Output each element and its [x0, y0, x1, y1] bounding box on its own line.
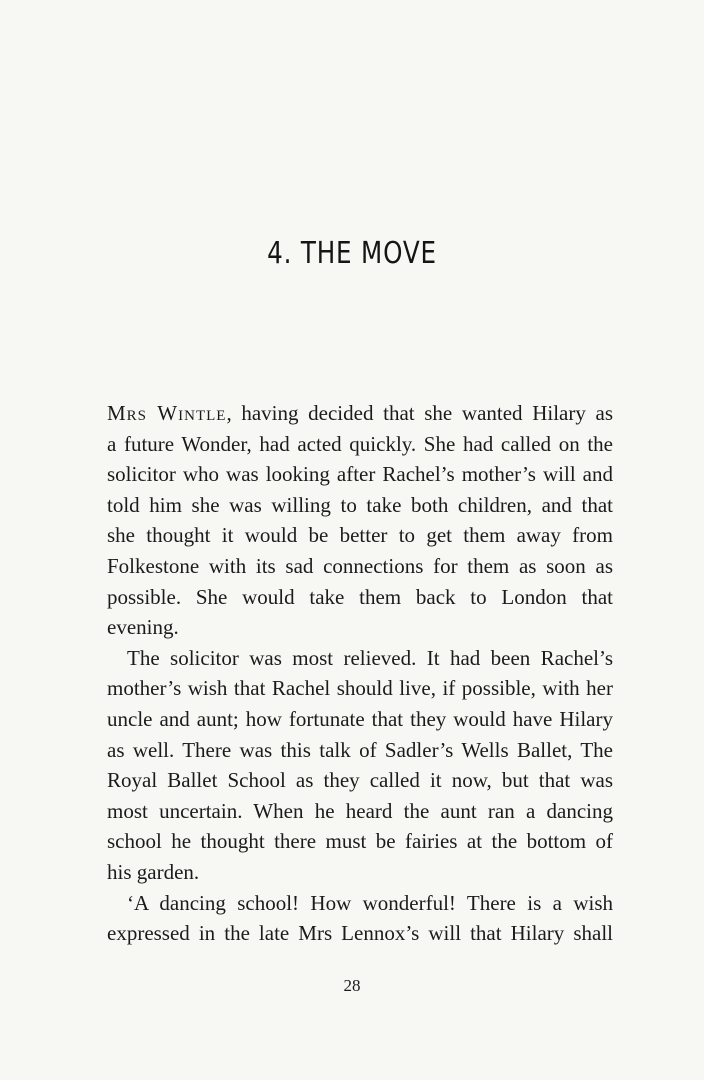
text-line: most uncertain. When he heard the aunt ran a dancing — [107, 798, 613, 823]
text-line: solicitor who was looking after Rachel’s mother’s will and — [107, 462, 613, 487]
text-line: Folkestone with its sad connections for them as soon as — [107, 553, 613, 578]
text-line-content: , having decided that she wanted Hilary as — [226, 401, 613, 425]
chapter-body — [107, 398, 613, 949]
text-line: The solicitor was most relieved. It had been Rachel’s — [127, 645, 613, 670]
text-line: a future Wonder, had acted quickly. She had called on the — [107, 431, 613, 456]
text-line: mother’s wish that Rachel should live, if possible, with her — [107, 676, 613, 701]
text-line: as well. There was this talk of Sadler’s Wells Ballet, The — [107, 737, 613, 762]
text-line: possible. She would take them back to London that — [107, 584, 613, 609]
text-line: his garden. — [107, 859, 200, 884]
opening-small-caps-name: Mrs Wintle — [107, 401, 227, 425]
text-line: evening. — [107, 615, 179, 640]
page-number: 28 — [343, 976, 361, 995]
text-line: ‘A dancing school! How wonderful! There is a wish — [127, 890, 613, 915]
text-line: uncle and aunt; how fortunate that they would have Hilary — [107, 706, 613, 731]
text-line: Royal Ballet School as they called it now, but that was — [107, 768, 613, 793]
chapter-title: 4. THE MOVE — [267, 236, 437, 271]
text-line — [107, 398, 613, 429]
text-line: told him she was willing to take both children, and that — [107, 492, 613, 517]
text-line: expressed in the late Mrs Lennox’s will that Hilary shall — [107, 921, 613, 946]
text-line: she thought it would be better to get them away from — [107, 523, 613, 548]
text-line: school he thought there must be fairies at the bottom of — [107, 829, 613, 854]
